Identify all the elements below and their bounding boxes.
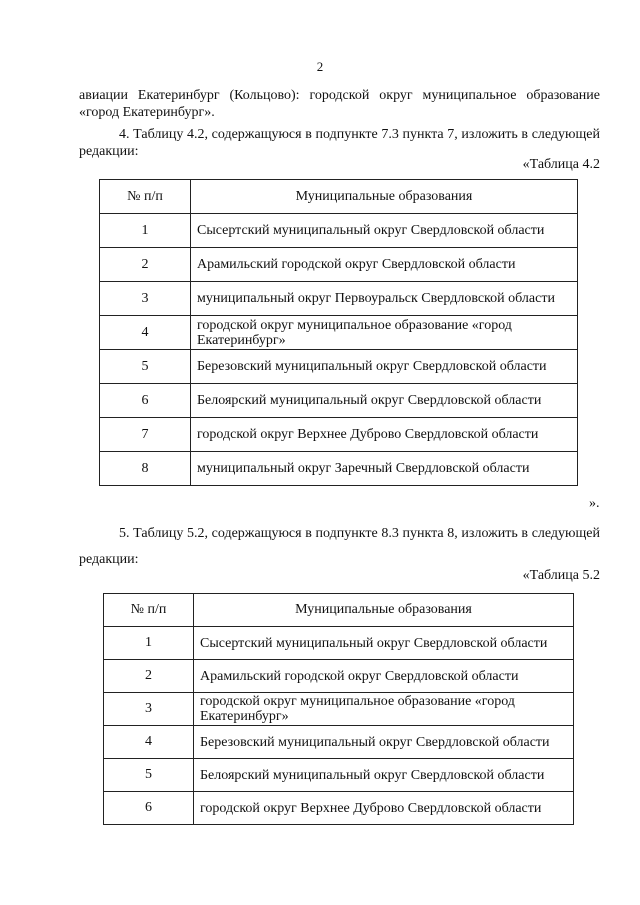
row-name: Березовский муниципальный округ Свердловской области: [191, 350, 578, 384]
row-name: городской округ Верхнее Дуброво Свердловской области: [191, 418, 578, 452]
row-number: 6: [104, 792, 194, 825]
row-number: 6: [100, 384, 191, 418]
row-number: 3: [100, 282, 191, 316]
header-municipalities: Муниципальные образования: [191, 180, 578, 214]
row-name: Белоярский муниципальный округ Свердловской области: [194, 759, 574, 792]
table-row: [104, 759, 574, 792]
row-number: 7: [100, 418, 191, 452]
table-header-row: [100, 180, 578, 214]
row-name: Сысертский муниципальный округ Свердловской области: [194, 627, 574, 660]
table-row: [104, 693, 574, 726]
row-name: муниципальный округ Первоуральск Свердловской области: [191, 282, 578, 316]
table-4-2: [99, 179, 578, 486]
table-row: [100, 248, 578, 282]
row-number: 5: [100, 350, 191, 384]
row-name: Сысертский муниципальный округ Свердловской области: [191, 214, 578, 248]
row-name: Березовский муниципальный округ Свердловской области: [194, 726, 574, 759]
table-row: [100, 452, 578, 486]
row-number: 8: [100, 452, 191, 486]
item-4-paragraph: 4. Таблицу 4.2, содержащуюся в подпункте 7.3 пункта 7, изложить в следующей редакции:: [79, 127, 600, 159]
row-name: Белоярский муниципальный округ Свердловской области: [191, 384, 578, 418]
row-number: 2: [100, 248, 191, 282]
table-row: [100, 282, 578, 316]
row-number: 4: [100, 316, 191, 350]
header-municipalities: Муниципальные образования: [194, 594, 574, 627]
row-name: Арамильский городской округ Свердловской области: [194, 660, 574, 693]
table-row: [104, 627, 574, 660]
row-number: 5: [104, 759, 194, 792]
table-row: [104, 726, 574, 759]
row-number: 1: [104, 627, 194, 660]
table-5-caption: «Таблица 5.2: [522, 568, 600, 583]
table-4-caption: «Таблица 4.2: [522, 157, 600, 172]
row-name: городской округ муниципальное образование «город Екатеринбург»: [194, 693, 574, 726]
header-number: № п/п: [100, 180, 191, 214]
intro-paragraph: авиации Екатеринбург (Кольцово): городской округ муниципальное образование «город Екатеринбург».: [79, 88, 600, 120]
row-name: городской округ муниципальное образование «город Екатеринбург»: [191, 316, 578, 350]
table-row: [100, 384, 578, 418]
table-row: [100, 316, 578, 350]
row-number: 2: [104, 660, 194, 693]
item-5-paragraph: 5. Таблицу 5.2, содержащуюся в подпункте 8.3 пункта 8, изложить в следующей редакции:: [79, 526, 600, 567]
page-number: 2: [316, 59, 324, 74]
table-row: [100, 350, 578, 384]
table-row: [100, 418, 578, 452]
row-number: 1: [100, 214, 191, 248]
row-name: муниципальный округ Заречный Свердловской области: [191, 452, 578, 486]
table-row: [104, 660, 574, 693]
header-number: № п/п: [104, 594, 194, 627]
row-name: городской округ Верхнее Дуброво Свердловской области: [194, 792, 574, 825]
row-number: 3: [104, 693, 194, 726]
table-row: [100, 214, 578, 248]
table-row: [104, 792, 574, 825]
table-4-closing-quote: ».: [589, 496, 600, 511]
table-header-row: [104, 594, 574, 627]
row-name: Арамильский городской округ Свердловской области: [191, 248, 578, 282]
table-5-2: [103, 593, 574, 825]
row-number: 4: [104, 726, 194, 759]
